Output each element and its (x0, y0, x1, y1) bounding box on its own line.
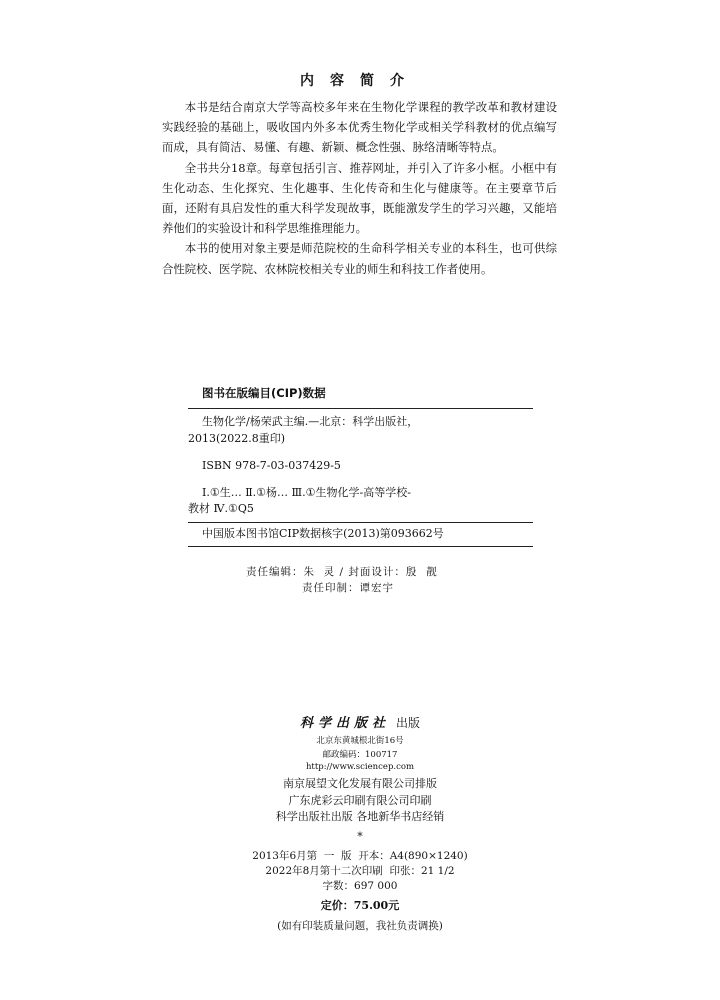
cip-divider (188, 546, 533, 547)
cip-number: 中国版本图书馆CIP数据核字(2013)第093662号 (202, 527, 444, 540)
publisher-address: 北京东黄城根北街16号 (316, 736, 404, 746)
quality-notice: (如有印装质量问题，我社负责调换) (277, 920, 443, 932)
word-count: 字数：697 000 (322, 880, 398, 892)
typesetter: 南京展望文化发展有限公司排版 (283, 777, 437, 790)
credits-printing-manager: 责任印制：谭宏宇 (302, 582, 394, 594)
summary-body (162, 97, 557, 279)
cip-isbn: ISBN 978-7-03-037429-5 (202, 459, 341, 472)
publisher-row (0, 712, 720, 731)
printing-line: 2022年8月第十二次印刷 印张：21 1/2 (265, 865, 455, 877)
summary-paragraph: 本书是结合南京大学等高校多年来在生物化学课程的教学改革和教材建设实践经验的基础上，吸收国内外多本优秀生物化学或相关学科教材的优点编写而成，具有简洁、易懂、有趣、新颖、概念性强、脉络清晰等特点。 (162, 100, 557, 155)
cip-divider (188, 522, 533, 523)
separator-asterisk: * (357, 830, 363, 843)
publisher-postcode: 邮政编码：100717 (322, 750, 398, 760)
edition-line: 2013年6月第 一 版 开本：A4(890×1240) (252, 850, 468, 862)
price: 定价：75.00元 (320, 899, 400, 912)
summary-paragraph: 本书的使用对象主要是师范院校的生命科学相关专业的本科生，也可供综合性院校、医学院、农林院校相关专业的师生和科技工作者使用。 (162, 241, 557, 276)
summary-paragraph: 全书共分18章。每章包括引言、推荐网址，并引入了许多小框。小框中有生化动态、生化探究、生化趣事、生化传奇和生化与健康等。在主要章节后面，还附有具启发性的重大科学发现故事，既能激发学生的学习兴趣，又能培养他们的实验设计和科学思维推理能力。 (162, 160, 557, 236)
cip-classification-line: 教材 Ⅳ.①Q5 (188, 502, 254, 515)
summary-title: 内容简介 (300, 73, 420, 89)
cip-entry-line: 生物化学/杨荣武主编.—北京：科学出版社， (202, 415, 419, 428)
publish-label: 出版 (396, 716, 421, 730)
publisher-logo: 科学出版社 (299, 716, 390, 731)
cip-divider (188, 408, 533, 409)
distribution: 科学出版社出版 各地新华书店经销 (275, 810, 445, 823)
credits-editors: 责任编辑：朱 灵 / 封面设计：殷 靓 (246, 566, 438, 578)
cip-entry-line: 2013(2022.8重印) (188, 432, 286, 445)
publisher-website: http://www.sciencep.com (305, 762, 415, 772)
printing-info (0, 849, 720, 894)
cip-title: 图书在版编目(CIP)数据 (202, 386, 326, 400)
printer: 广东虎彩云印刷有限公司印刷 (288, 794, 432, 807)
cip-classification-line: Ⅰ.①生… Ⅱ.①杨… Ⅲ.①生物化学-高等学校- (202, 486, 411, 499)
